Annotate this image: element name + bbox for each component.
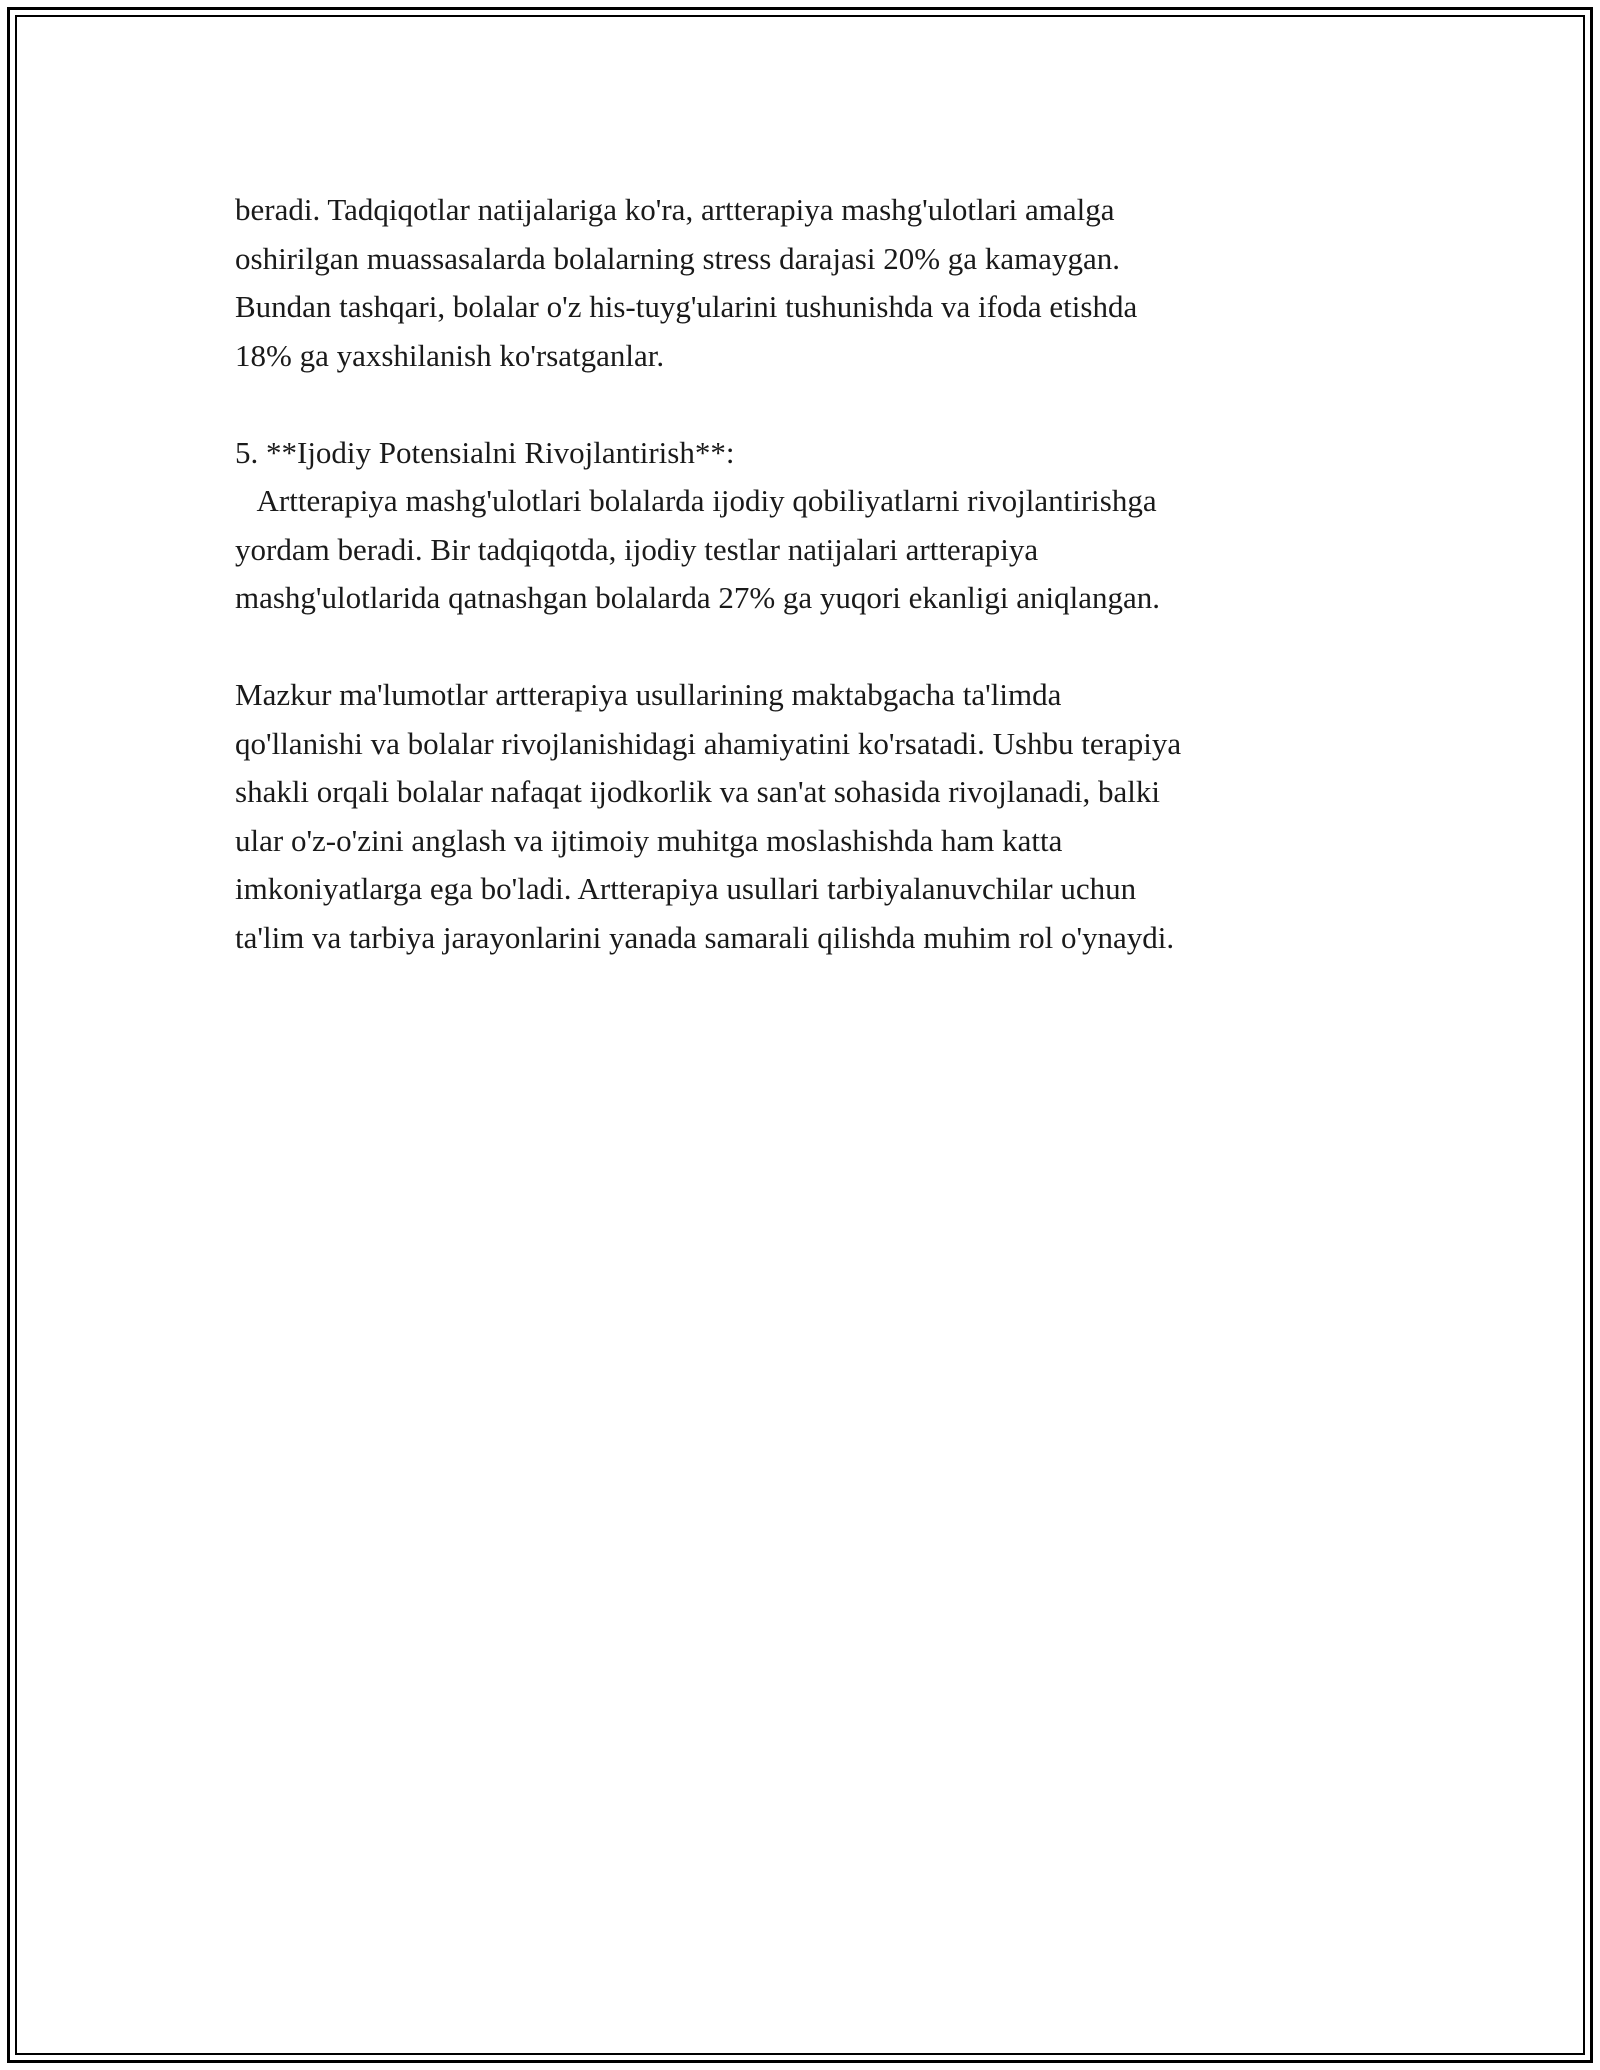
text-line: qo'llanishi va bolalar rivojlanishidagi ahamiyatini ko'rsatadi. Ushbu terapiya bbox=[235, 725, 1182, 761]
text-line: shakli orqali bolalar nafaqat ijodkorlik va san'at sohasida rivojlanadi, balki bbox=[235, 774, 1160, 809]
text-line: ular o'z-o'zini anglash va ijtimoiy muhitga moslashishda ham katta bbox=[235, 822, 1063, 858]
text-line: Artterapiya mashg'ulotlari bolalarda ijodiy qobiliyatlarni rivojlantirishga bbox=[235, 483, 1157, 518]
section-heading: 5. **Ijodiy Potensialni Rivojlantirish**: bbox=[235, 434, 735, 470]
text-line: yordam beradi. Bir tadqiqotda, ijodiy testlar natijalari artterapiya bbox=[235, 531, 1039, 567]
text-line: 18% ga yaxshilanish ko'rsatganlar. bbox=[235, 337, 665, 373]
text-line: oshirilgan muassasalarda bolalarning stress darajasi 20% ga kamaygan. bbox=[235, 240, 1120, 276]
paragraph-gap bbox=[235, 623, 1375, 672]
document-body bbox=[235, 186, 1375, 962]
text-line: ta'lim va tarbiya jarayonlarini yanada samarali qilishda muhim rol o'ynaydi. bbox=[235, 919, 1175, 955]
text-line: mashg'ulotlarida qatnashgan bolalarda 27% ga yuqori ekanligi aniqlangan. bbox=[235, 580, 1160, 615]
paragraph-gap bbox=[235, 380, 1375, 429]
paragraph-stress-results bbox=[235, 186, 1375, 380]
text-line: imkoniyatlarga ega bo'ladi. Artterapiya usullari tarbiyalanuvchilar uchun bbox=[235, 871, 1137, 906]
paragraph-creative-potential bbox=[235, 477, 1375, 623]
text-line: Mazkur ma'lumotlar artterapiya usullarining maktabgacha ta'limda bbox=[235, 677, 1062, 712]
text-line: Bundan tashqari, bolalar o'z his-tuyg'ularini tushunishda va ifoda etishda bbox=[235, 289, 1138, 324]
text-line: beradi. Tadqiqotlar natijalariga ko'ra, artterapiya mashg'ulotlari amalga bbox=[235, 192, 1115, 227]
paragraph-conclusion bbox=[235, 671, 1375, 962]
